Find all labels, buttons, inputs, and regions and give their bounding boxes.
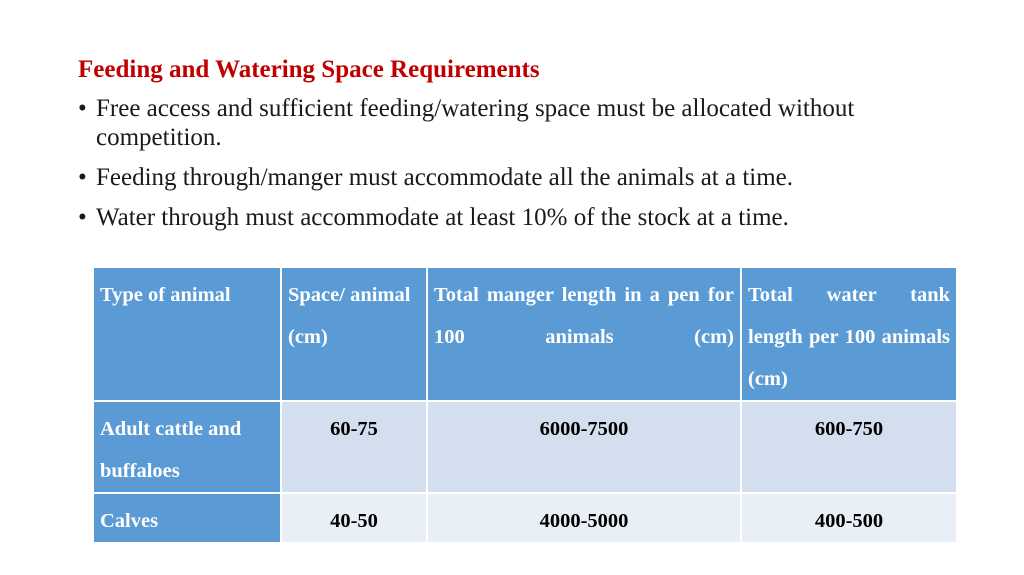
table-cell: 600-750	[741, 401, 957, 493]
animal-type-cell: Calves	[93, 493, 281, 543]
bullet-text: Water through must accommodate at least 10% of the stock at a time.	[96, 204, 789, 231]
bullet-dot-icon: •	[78, 164, 87, 191]
bullet-dot-icon: •	[78, 204, 87, 231]
bullet-list	[78, 94, 958, 243]
bullet-item	[78, 94, 958, 152]
bullet-text: Free access and sufficient feeding/watering space must be allocated without competition.	[96, 95, 855, 151]
table-header-row	[93, 267, 957, 401]
table-cell: 40-50	[281, 493, 427, 543]
table-header-cell: Type of animal	[93, 267, 281, 401]
table-cell: 400-500	[741, 493, 957, 543]
table-cell: 60-75	[281, 401, 427, 493]
header-text: Total water tank length per 100 animals (cm)	[748, 284, 950, 390]
bullet-item	[78, 163, 958, 192]
table-cell: 4000-5000	[427, 493, 741, 543]
table-row	[93, 493, 957, 543]
header-text: Total manger length in a pen for 100 animals (cm)	[434, 284, 734, 348]
table-header-cell: Space/ animal (cm)	[281, 267, 427, 401]
animal-type-cell: Adult cattle and buffaloes	[93, 401, 281, 493]
slide-heading: Feeding and Watering Space Requirements	[78, 56, 540, 83]
table-header-cell	[741, 267, 957, 401]
table-header-cell	[427, 267, 741, 401]
bullet-text: Feeding through/manger must accommodate all the animals at a time.	[96, 164, 794, 191]
table-row	[93, 401, 957, 493]
table-cell: 6000-7500	[427, 401, 741, 493]
bullet-dot-icon: •	[78, 95, 87, 122]
bullet-item	[78, 203, 958, 232]
space-requirements-table	[92, 266, 958, 544]
